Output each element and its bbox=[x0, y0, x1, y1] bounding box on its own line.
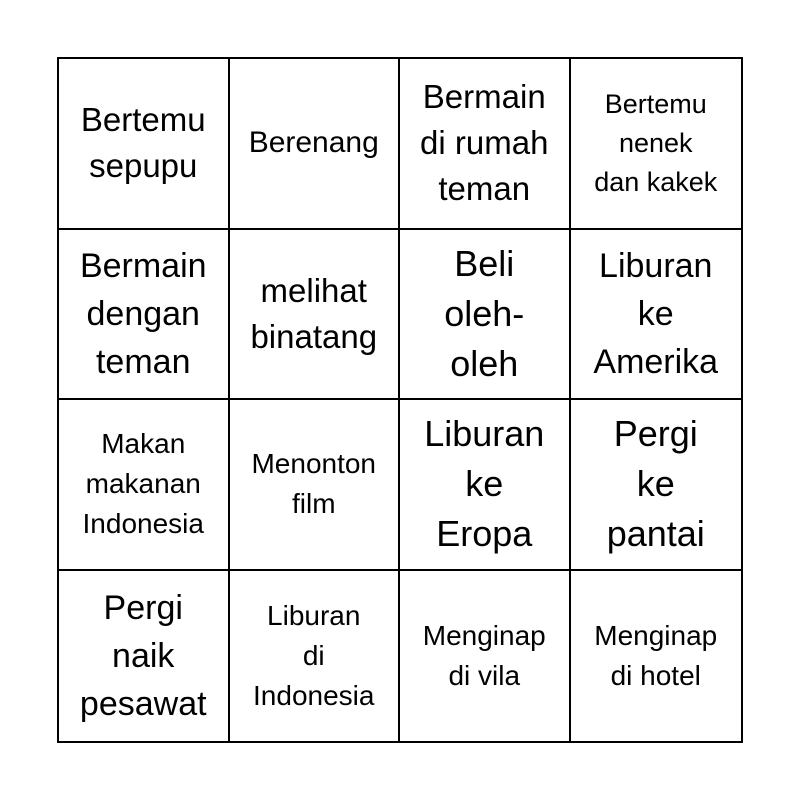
bingo-cell[interactable] bbox=[230, 571, 401, 742]
bingo-cell[interactable] bbox=[571, 571, 742, 742]
bingo-cell[interactable] bbox=[230, 59, 401, 230]
bingo-board bbox=[57, 57, 743, 743]
bingo-cell[interactable] bbox=[59, 400, 230, 571]
bingo-cell[interactable] bbox=[400, 400, 571, 571]
cell-label: Bermain di rumah teman bbox=[420, 78, 549, 208]
bingo-cell[interactable] bbox=[571, 59, 742, 230]
bingo-cell[interactable] bbox=[400, 59, 571, 230]
bingo-cell[interactable] bbox=[400, 571, 571, 742]
bingo-cell[interactable] bbox=[59, 230, 230, 401]
bingo-cell[interactable] bbox=[230, 230, 401, 401]
cell-label: Beli oleh- oleh bbox=[444, 242, 525, 384]
cell-label: Menonton film bbox=[251, 448, 377, 520]
cell-label: Menginap di vila bbox=[422, 619, 546, 691]
bingo-cell[interactable] bbox=[400, 230, 571, 401]
bingo-cell[interactable] bbox=[571, 400, 742, 571]
cell-label: Liburan di Indonesia bbox=[253, 599, 375, 711]
bingo-cell[interactable] bbox=[230, 400, 401, 571]
bingo-cell[interactable] bbox=[59, 59, 230, 230]
cell-label: Bermain dengan teman bbox=[79, 246, 207, 381]
cell-label: Liburan ke Eropa bbox=[424, 413, 545, 555]
cell-label: Makan makanan Indonesia bbox=[82, 428, 204, 540]
cell-label: melihat binatang bbox=[250, 271, 378, 355]
bingo-cell[interactable] bbox=[59, 571, 230, 742]
cell-label: Pergi ke pantai bbox=[606, 413, 705, 555]
cell-label: Pergi naik pesawat bbox=[79, 588, 207, 723]
cell-label: Menginap di hotel bbox=[594, 619, 718, 691]
cell-label: Bertemu nenek dan kakek bbox=[594, 88, 718, 197]
cell-label: Berenang bbox=[248, 126, 379, 160]
bingo-cell[interactable] bbox=[571, 230, 742, 401]
cell-label: Bertemu sepupu bbox=[80, 101, 206, 185]
cell-label: Liburan ke Amerika bbox=[593, 246, 719, 381]
